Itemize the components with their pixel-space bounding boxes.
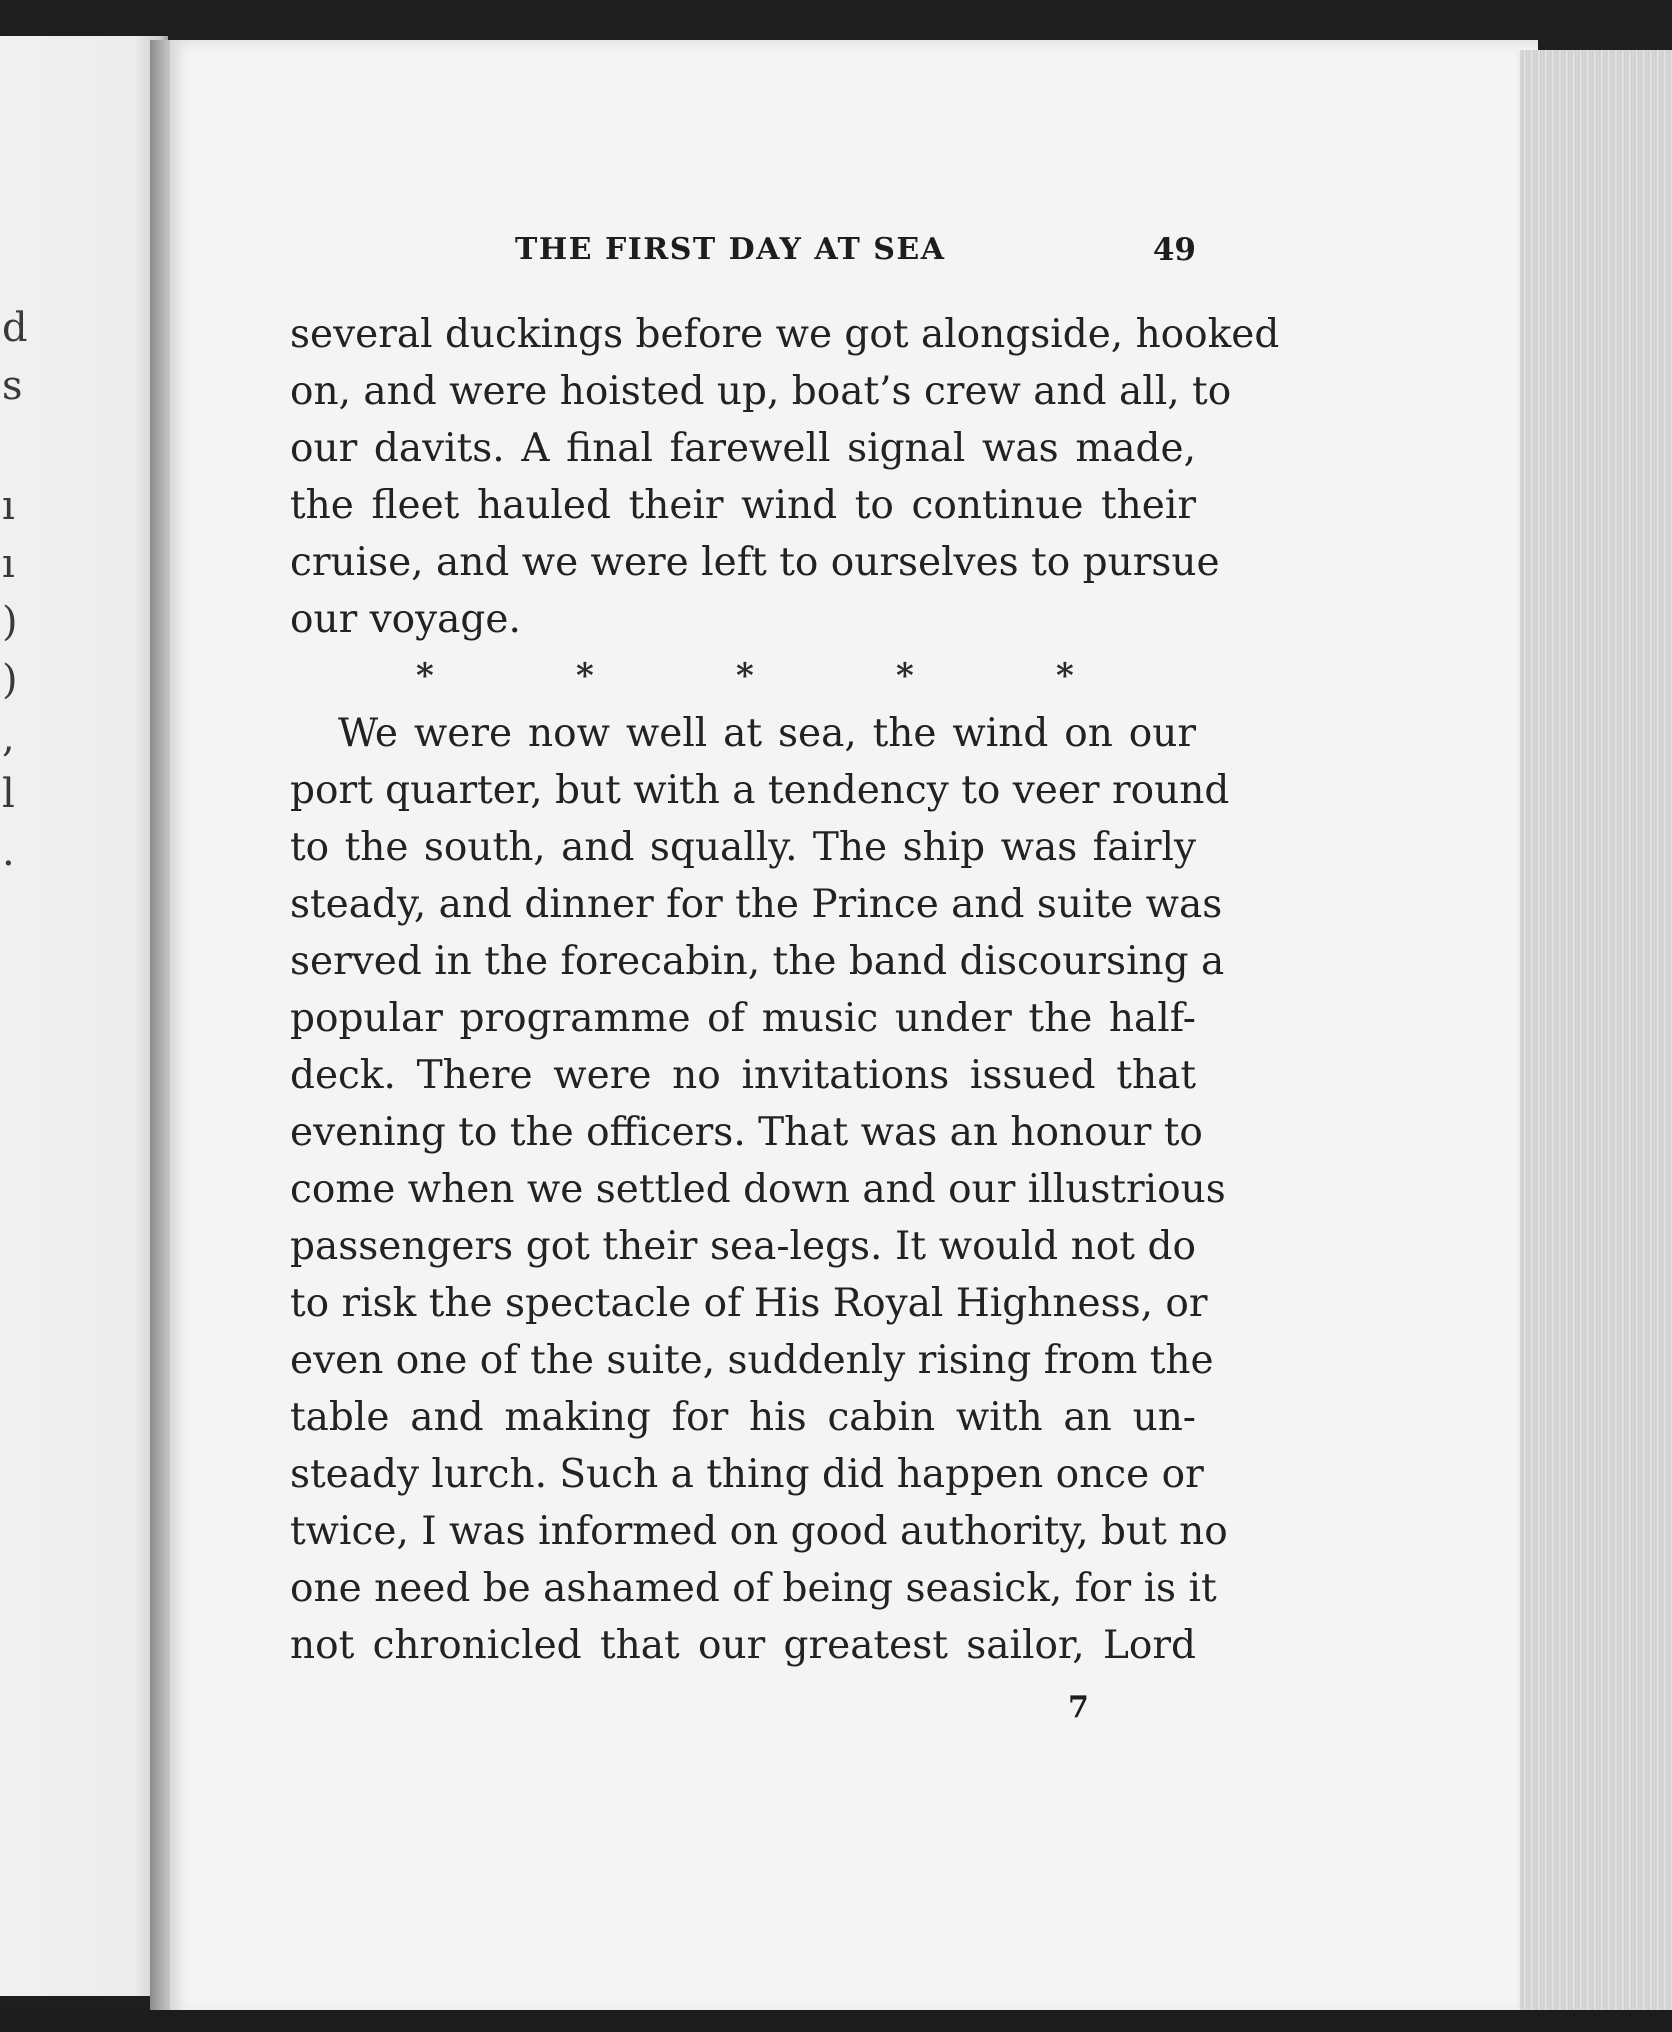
text-line: steady, and dinner for the Prince and suite was — [290, 882, 1223, 927]
asterisk: * — [896, 656, 914, 696]
section-break — [290, 648, 1196, 705]
text-line: several duckings before we got alongside, hooked — [290, 312, 1280, 357]
left-page-fragment: s — [2, 363, 23, 409]
paragraph — [290, 306, 1280, 648]
previous-page-edge — [0, 36, 168, 1996]
text-line: even one of the suite, suddenly rising from the — [290, 1338, 1214, 1383]
left-page-fragment: l — [2, 771, 15, 817]
asterisk: * — [416, 656, 434, 696]
text-line: We were now well at sea, the wind on our — [338, 711, 1196, 756]
text-line: our voyage. — [290, 597, 521, 642]
left-page-fragment: , — [2, 715, 15, 761]
text-line: passengers got their sea-legs. It would not do — [290, 1224, 1196, 1269]
text-line: to the south, and squally. The ship was fairly — [290, 825, 1196, 870]
text-line: to risk the spectacle of His Royal Highness, or — [290, 1281, 1208, 1326]
text-line: evening to the officers. That was an honour to — [290, 1110, 1203, 1155]
body-text — [290, 306, 1280, 1674]
text-line: the fleet hauled their wind to continue their — [290, 483, 1196, 528]
text-line: one need be ashamed of being seasick, for is it — [290, 1566, 1217, 1611]
page-block-edges — [1520, 50, 1672, 2010]
text-line: steady lurch. Such a thing did happen once or — [290, 1452, 1204, 1497]
text-line: on, and were hoisted up, boat’s crew and all, to — [290, 369, 1232, 414]
signature-mark: 7 — [1068, 1690, 1089, 1725]
text-line: table and making for his cabin with an un- — [290, 1395, 1196, 1440]
left-page-fragment: ) — [2, 657, 18, 703]
scan-border — [0, 2010, 1672, 2032]
running-title: THE FIRST DAY AT SEA — [515, 232, 946, 267]
text-line: twice, I was informed on good authority, but no — [290, 1509, 1228, 1554]
left-page-fragment: ı — [2, 541, 15, 587]
text-line: popular programme of music under the half- — [290, 996, 1196, 1041]
text-line: cruise, and we were left to ourselves to pursue — [290, 540, 1220, 585]
left-page-fragment: d — [2, 305, 28, 351]
text-line: port quarter, but with a tendency to veer round — [290, 768, 1230, 813]
page-number: 49 — [1152, 232, 1196, 268]
running-head — [290, 232, 1196, 282]
asterisk: * — [576, 656, 594, 696]
text-line: served in the forecabin, the band discoursing a — [290, 939, 1225, 984]
left-page-fragment: . — [2, 829, 15, 875]
asterisk: * — [1056, 656, 1074, 696]
text-line: our davits. A final farewell signal was made, — [290, 426, 1196, 471]
asterisk: * — [736, 656, 754, 696]
text-line: not chronicled that our greatest sailor, Lord — [290, 1623, 1196, 1668]
paragraph — [290, 705, 1230, 1674]
left-page-fragment: ı — [2, 483, 15, 529]
text-line: come when we settled down and our illustrious — [290, 1167, 1226, 1212]
left-page-fragment: ) — [2, 599, 18, 645]
text-line: deck. There were no invitations issued that — [290, 1053, 1196, 1098]
